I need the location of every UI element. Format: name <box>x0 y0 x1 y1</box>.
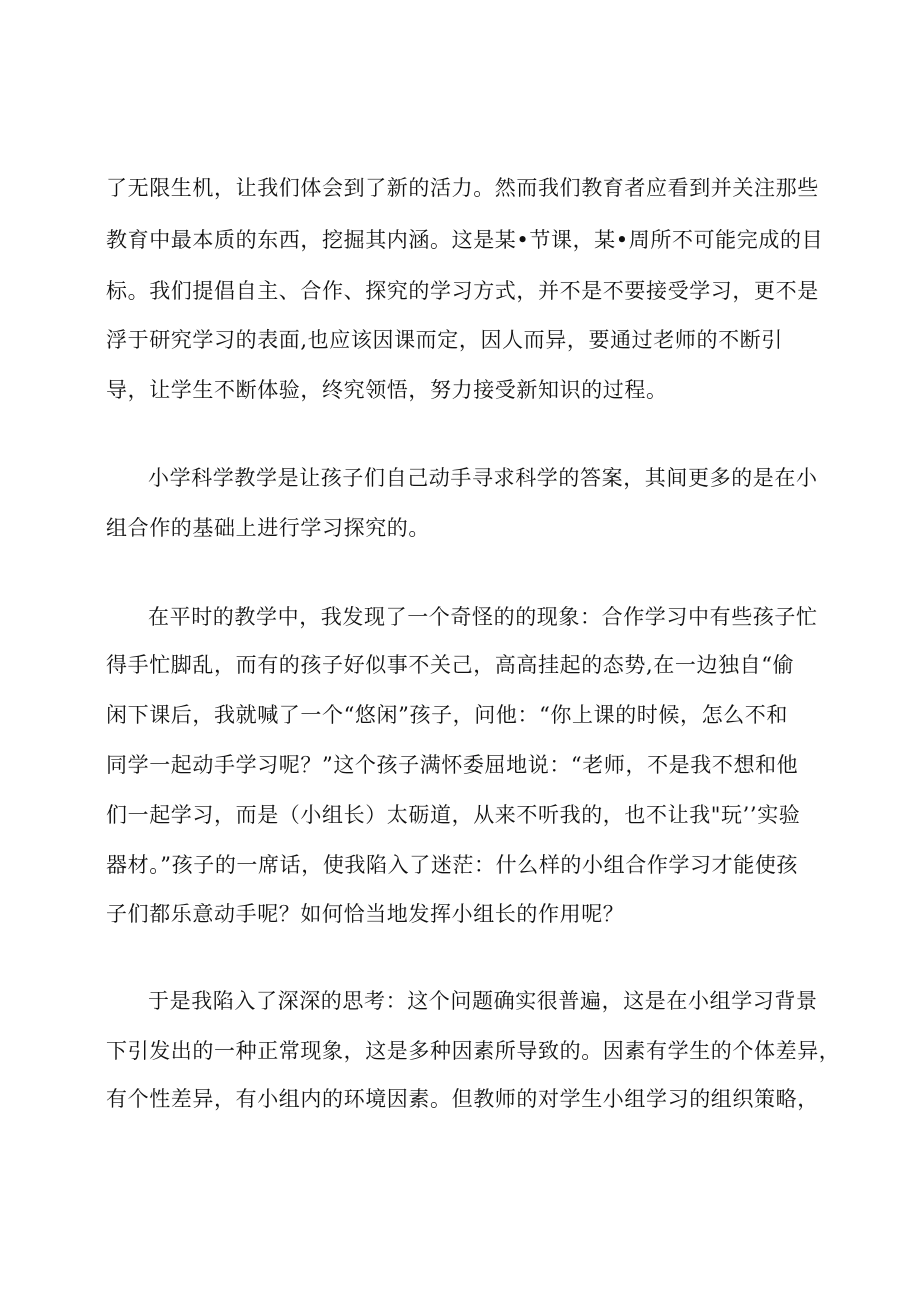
paragraph-4-line-3: 有个性差异，有小组内的环境因素。但教师的对学生小组学习的组织策略， <box>106 1087 819 1111</box>
paragraph-1-line-2: 教育中最本质的东西，挖掘其内涵。这是某•节课，某•周所不可能完成的目 <box>106 228 824 252</box>
paragraph-1-line-1: 了无限生机，让我们体会到了新的活力。然而我们教育者应看到并关注那些 <box>106 176 819 200</box>
paragraph-1-line-3: 标。我们提倡自主、合作、探究的学习方式，并不是不要接受学习，更不是 <box>106 279 819 303</box>
paragraph-3-line-7: 子们都乐意动手呢？如何恰当地发挥小组长的作用呢？ <box>106 902 625 926</box>
paragraph-2-line-2: 组合作的基础上进行学习探究的。 <box>106 516 430 540</box>
paragraph-3-line-6: 器材。”孩子的一席话，使我陷入了迷茫：什么样的小组合作学习才能使孩 <box>106 853 799 877</box>
paragraph-1-line-5: 导，让学生不断体验，终究领悟，努力接受新知识的过程。 <box>106 378 668 402</box>
paragraph-4-line-2: 下引发出的一种正常现象，这是多种因素所导致的。因素有学生的个体差异， <box>106 1039 841 1063</box>
paragraph-4-line-1: 于是我陷入了深深的思考：这个问题确实很普遍，这是在小组学习背景 <box>148 989 818 1013</box>
paragraph-3-line-5: 们一起学习，而是（小组长）太砺道，从来不听我的，也不让我"玩’’实验 <box>106 803 801 827</box>
paragraph-3-line-4: 同学一起动手学习呢？”这个孩子满怀委屈地说：“老师，不是我不想和他 <box>106 753 799 777</box>
paragraph-3-line-3: 闲下课后，我就喊了一个“悠闲”孩子，问他：“你上课的时候，怎么不和 <box>106 703 789 727</box>
paragraph-2-line-1: 小学科学教学是让孩子们自己动手寻求科学的答案，其间更多的是在小 <box>148 466 818 490</box>
paragraph-1-line-4: 浮于研究学习的表面,也应该因课而定，因人而异，要通过老师的不断引 <box>106 328 783 352</box>
paragraph-3-line-1: 在平时的教学中，我发现了一个奇怪的的现象：合作学习中有些孩子忙 <box>148 605 818 629</box>
paragraph-3-line-2: 得手忙脚乱，而有的孩子好似事不关己，高高挂起的态势,在一边独自“偷 <box>106 653 795 677</box>
